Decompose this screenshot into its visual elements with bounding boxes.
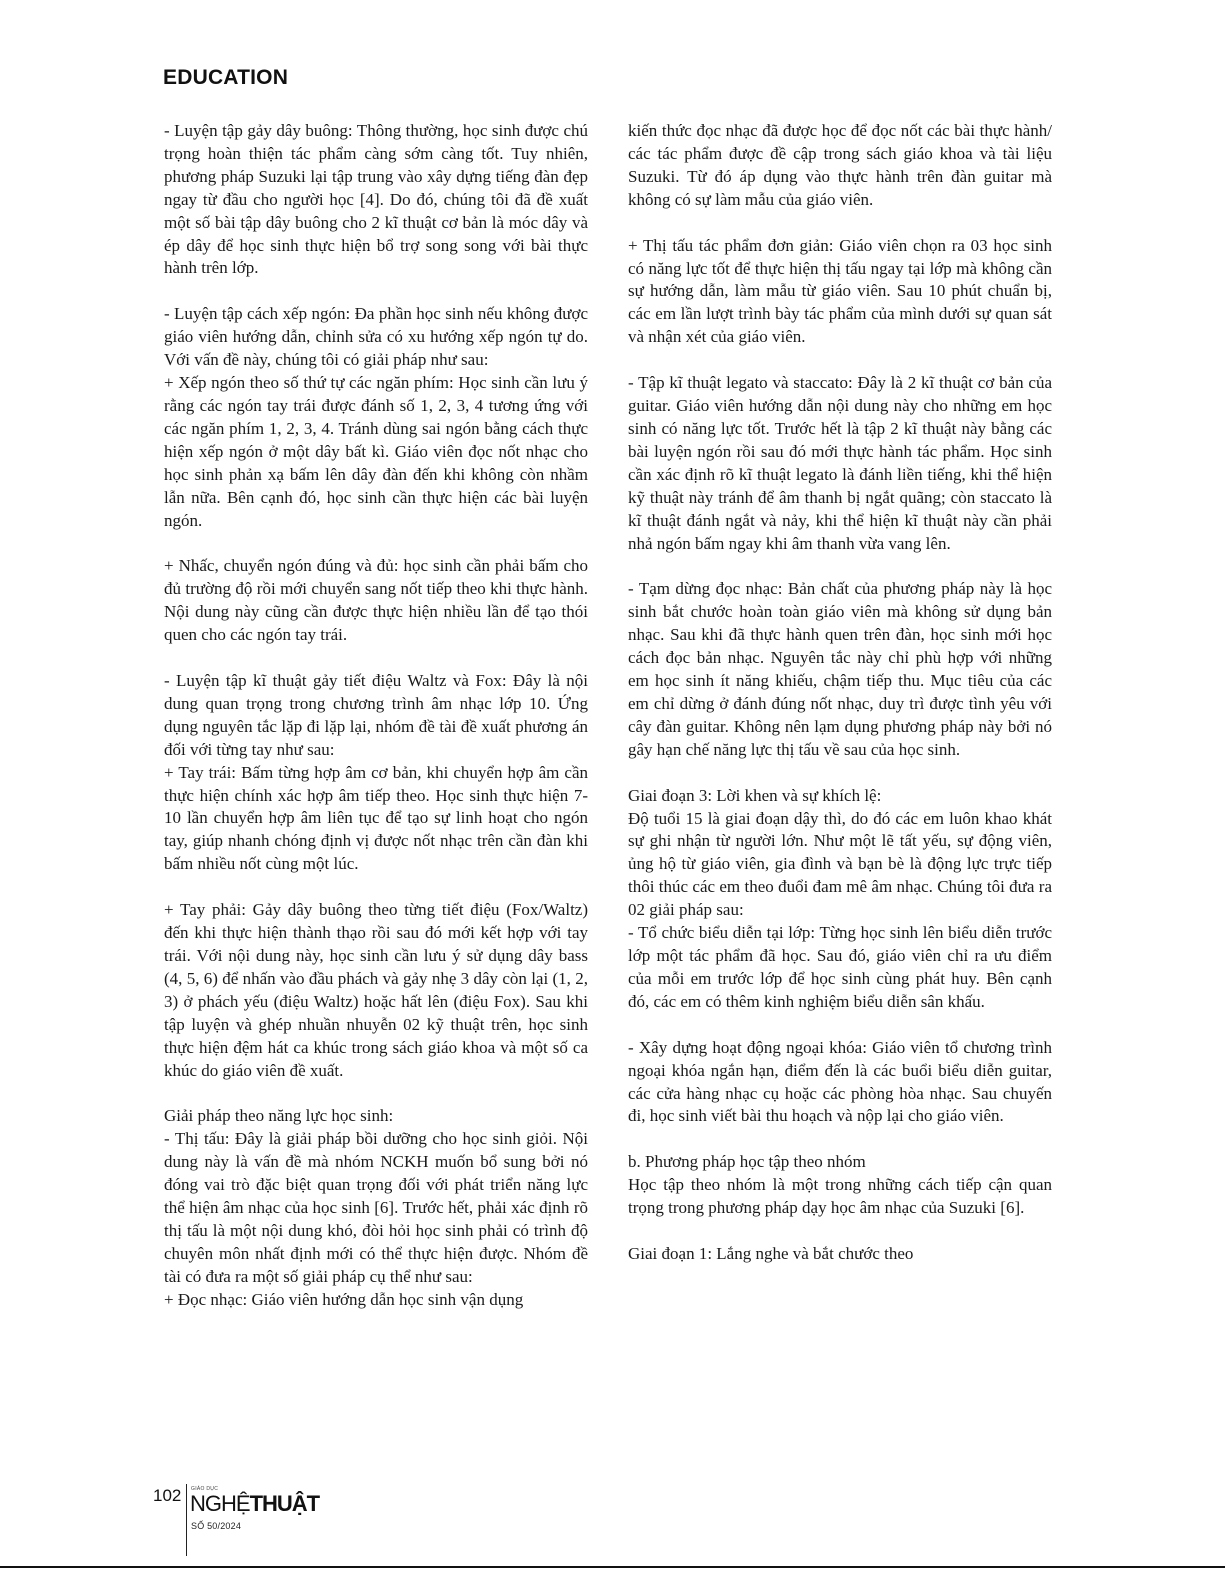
bottom-rule bbox=[0, 1566, 1225, 1568]
paragraph: - Tạm dừng đọc nhạc: Bản chất của phương pháp này là học sinh bắt chước hoàn toàn giáo viên mà không sử dụng bản nhạc. Sau khi đã thực hành quen trên đàn, học sinh mới học cách đọc bản nhạc. Nguyên tắc này chỉ phù hợp với những em học sinh ít năng khiếu, chậm tiếp thu. Mục tiêu của các em chỉ dừng ở đánh đúng nốt nhạc, duy trì được tình yêu với cây đàn guitar. Không nên lạm dụng phương pháp này bởi nó gây hạn chế năng lực thị tấu về sau của học sinh. bbox=[628, 579, 1052, 759]
paragraph: b. Phương pháp học tập theo nhóm bbox=[628, 1152, 866, 1172]
paragraph: Giải pháp theo năng lực học sinh: bbox=[164, 1106, 394, 1126]
paragraph: Giai đoạn 1: Lắng nghe và bắt chước theo bbox=[628, 1244, 914, 1264]
page-footer bbox=[0, 1484, 1225, 1585]
paragraph: + Xếp ngón theo số thứ tự các ngăn phím: Học sinh cần lưu ý rằng các ngón tay trái được đánh số 1, 2, 3, 4 tương ứng với các ngăn phím 1, 2, 3, 4. Tránh dùng sai ngón bằng cách thực hiện xếp ngón ở một dây bất kì. Giáo viên đọc nốt nhạc cho học sinh phản xạ bấm lên dây đàn đến khi không còn nhầm lẫn nữa. Bên cạnh đó, học sinh cần thực hiện các bài luyện ngón. bbox=[164, 373, 588, 530]
paragraph: - Luyện tập gảy dây buông: Thông thường, học sinh được chú trọng hoàn thiện tác phẩm càng sớm càng tốt. Tuy nhiên, phương pháp Suzuki lại tập trung vào xây dựng tiếng đàn đẹp ngay từ đầu cho người học [4]. Do đó, chúng tôi đã đề xuất một số bài tập dây buông cho 2 kĩ thuật cơ bản là móc dây và ép dây để học sinh thực hiện bổ trợ song song với bài thực hành trên lớp. bbox=[164, 121, 588, 278]
paragraph: kiến thức đọc nhạc đã được học để đọc nốt các bài thực hành/ các tác phẩm được đề cập trong sách giáo khoa và tài liệu Suzuki. Từ đó áp dụng vào thực hành trên đàn guitar mà không có sự làm mẫu của giáo viên. bbox=[628, 121, 1052, 209]
left-column bbox=[164, 120, 588, 1312]
section-label: EDUCATION bbox=[163, 66, 289, 89]
paragraph: + Thị tấu tác phẩm đơn giản: Giáo viên chọn ra 03 học sinh có năng lực tốt để thực hiện thị tấu ngay tại lớp mà không cần sự hướng dẫn, làm mẫu từ giáo viên. Sau 10 phút chuẩn bị, các em lần lượt trình bày tác phẩm của mình dưới sự quan sát và nhận xét của giáo viên. bbox=[628, 235, 1052, 347]
magazine-logo bbox=[190, 1493, 319, 1515]
paragraph: Học tập theo nhóm là một trong những cách tiếp cận quan trọng trong phương pháp dạy học âm nhạc của Suzuki [6]. bbox=[628, 1175, 1052, 1218]
right-column bbox=[628, 120, 1052, 1266]
paragraph: - Luyện tập kĩ thuật gảy tiết điệu Waltz và Fox: Đây là nội dung quan trọng trong chương trình âm nhạc lớp 10. Ứng dụng nguyên tắc lặp đi lặp lại, nhóm đề tài đề xuất phương án đối với từng tay như sau: bbox=[164, 671, 588, 759]
logo-part-1: NGHỆ bbox=[190, 1491, 250, 1516]
paragraph: - Thị tấu: Đây là giải pháp bồi dưỡng cho học sinh giỏi. Nội dung này là vấn đề mà nhóm NCKH muốn bổ sung bởi nó đóng vai trò đặc biệt quan trọng đối với phát triển năng lực thể hiện âm nhạc của học sinh [6]. Trước hết, phải xác định rõ thị tấu là một nội dung khó, đòi hỏi học sinh phải có trình độ chuyên môn nhất định mới có thể thực hiện được. Nhóm đề tài có đưa ra một số giải pháp cụ thể như sau: bbox=[164, 1129, 588, 1286]
paragraph: + Đọc nhạc: Giáo viên hướng dẫn học sinh vận dụng bbox=[164, 1289, 524, 1309]
paragraph: Giai đoạn 3: Lời khen và sự khích lệ: bbox=[628, 785, 882, 805]
magazine-logo-caption: GIÁO DỤC bbox=[191, 1486, 219, 1492]
paragraph: + Nhấc, chuyển ngón đúng và đủ: học sinh cần phải bấm cho đủ trường độ rồi mới chuyển sang nốt tiếp theo khi thực hành. Nội dung này cũng cần được thực hiện nhiều lần để tạo thói quen cho các ngón tay trái. bbox=[164, 556, 588, 645]
paragraph: - Tập kĩ thuật legato và staccato: Đây là 2 kĩ thuật cơ bản của guitar. Giáo viên hướng dẫn nội dung này cho những em học sinh có năng lực tốt. Trước hết là tập 2 kĩ thuật này bằng các bài luyện ngón rồi sau đó mới thực hành tác phẩm. Học sinh cần xác định rõ kĩ thuật legato là đánh liền tiếng, khi thể hiện kỹ thuật này tránh để âm thanh bị ngắt quãng; còn staccato là kĩ thuật đánh ngắt và nảy, khi thể hiện kĩ thuật này cần phải nhả ngón bấm ngay khi âm thanh vừa vang lên. bbox=[628, 373, 1052, 553]
paragraph: + Tay phải: Gảy dây buông theo từng tiết điệu (Fox/Waltz) đến khi thực hiện thành thạo rồi sau đó mới kết hợp với tay trái. Với nội dung này, học sinh cần lưu ý sử dụng dây bass (4, 5, 6) để nhấn vào đầu phách và gảy nhẹ 3 dây còn lại (1, 2, 3) ở phách yếu (điệu Waltz) hoặc hất lên (điệu Fox). Sau khi tập luyện và ghép nhuần nhuyễn 02 kỹ thuật trên, học sinh thực hiện đệm hát ca khúc trong sách giáo khoa và một số ca khúc do giáo viên đề xuất. bbox=[164, 900, 588, 1080]
paragraph: Độ tuổi 15 là giai đoạn dậy thì, do đó các em luôn khao khát sự ghi nhận từ người lớn. Như một lẽ tất yếu, sự động viên, ủng hộ từ giáo viên, gia đình và bạn bè là động lực trực tiếp thôi thúc các em theo đuổi đam mê âm nhạc. Chúng tôi đưa ra 02 giải pháp sau: bbox=[628, 808, 1052, 920]
logo-part-2: THUẬT bbox=[249, 1491, 320, 1516]
paragraph: + Tay trái: Bấm từng hợp âm cơ bản, khi chuyển hợp âm cần thực hiện chính xác hợp âm tiếp theo. Học sinh thực hiện 7-10 lần chuyển hợp âm liên tục để tạo sự linh hoạt cho ngón tay, giúp nhanh chóng định vị được nốt nhạc trên cần đàn khi bấm nhiều nốt cùng một lúc. bbox=[164, 762, 588, 874]
footer-divider bbox=[186, 1484, 187, 1556]
paragraph: - Luyện tập cách xếp ngón: Đa phần học sinh nếu không được giáo viên hướng dẫn, chỉnh sửa có xu hướng xếp ngón tự do. Với vấn đề này, chúng tôi có giải pháp như sau: bbox=[164, 304, 588, 370]
issue-number: SỐ 50/2024 bbox=[191, 1521, 242, 1531]
paragraph: - Xây dựng hoạt động ngoại khóa: Giáo viên tổ chương trình ngoại khóa ngắn hạn, điểm đến là các buổi biểu diễn guitar, các cửa hàng nhạc cụ hoặc các phòng hòa nhạc. Sau chuyến đi, học sinh viết bài thu hoạch và nộp lại cho giáo viên. bbox=[628, 1037, 1052, 1126]
page-number: 102 bbox=[153, 1486, 182, 1505]
paragraph: - Tổ chức biểu diễn tại lớp: Từng học sinh lên biểu diễn trước lớp một tác phẩm đã học. Sau đó, giáo viên chỉ ra ưu điểm của mỗi em trước lớp để học sinh cùng phát huy. Bên cạnh đó, các em có thêm kinh nghiệm biểu diễn sân khấu. bbox=[628, 923, 1052, 1011]
